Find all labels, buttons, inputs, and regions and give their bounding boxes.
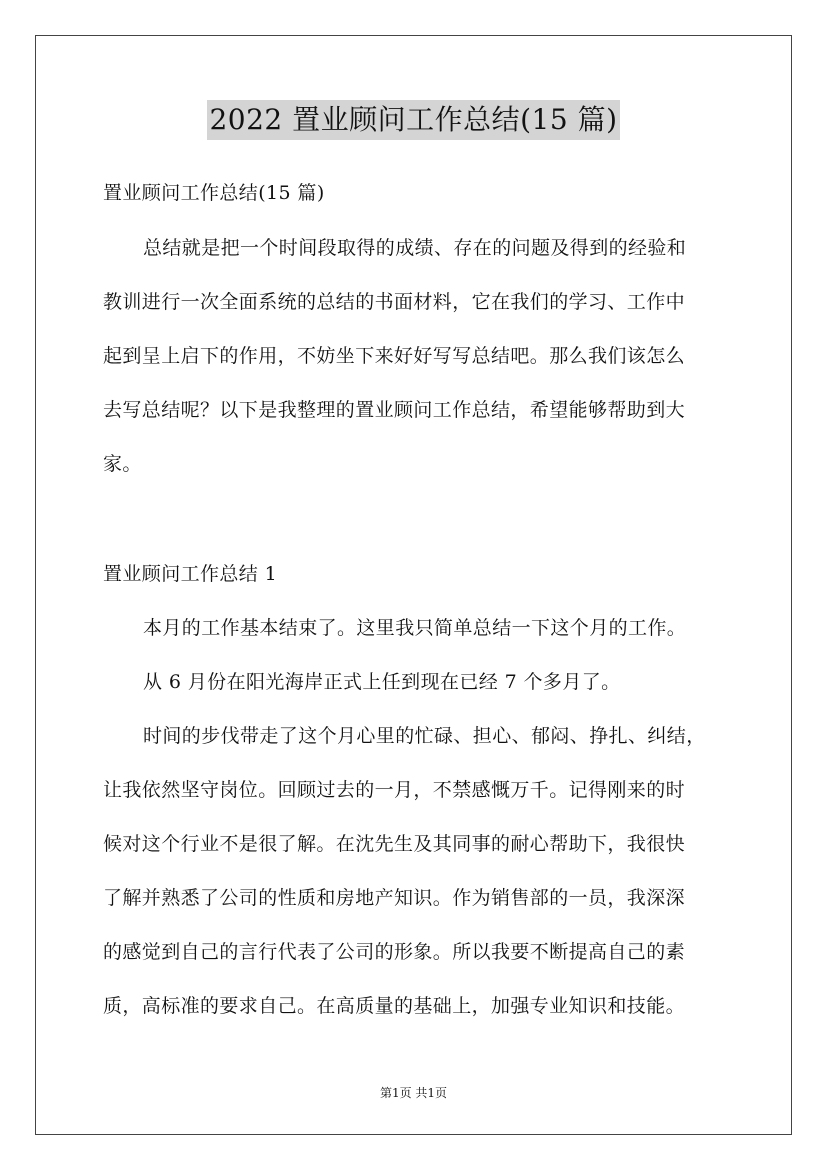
document-title: 2022 置业顾问工作总结(15 篇) xyxy=(207,100,619,140)
intro-line: 起到呈上启下的作用，不妨坐下来好好写写总结吧。那么我们该怎么 xyxy=(103,345,686,367)
document-subtitle: 置业顾问工作总结(15 篇) xyxy=(103,182,325,204)
paragraph-line: 时间的步伐带走了这个月心里的忙碌、担心、郁闷、挣扎、纠结， xyxy=(143,725,706,747)
title-container xyxy=(0,100,827,140)
paragraph-line: 本月的工作基本结束了。这里我只简单总结一下这个月的工作。 xyxy=(143,617,687,639)
paragraph-line: 质，高标准的要求自己。在高质量的基础上，加强专业知识和技能。 xyxy=(103,995,686,1017)
intro-line: 去写总结呢？以下是我整理的置业顾问工作总结，希望能够帮助到大 xyxy=(103,399,686,421)
paragraph-line: 让我依然坚守岗位。回顾过去的一月，不禁感慨万千。记得刚来的时 xyxy=(103,779,686,801)
paragraph-line: 了解并熟悉了公司的性质和房地产知识。作为销售部的一员，我深深 xyxy=(103,887,686,909)
paragraph-line: 的感觉到自己的言行代表了公司的形象。所以我要不断提高自己的素 xyxy=(103,941,686,963)
paragraph-line: 候对这个行业不是很了解。在沈先生及其同事的耐心帮助下，我很快 xyxy=(103,833,686,855)
intro-line: 总结就是把一个时间段取得的成绩、存在的问题及得到的经验和 xyxy=(143,237,687,259)
page-footer: 第1页 共1页 xyxy=(379,1086,448,1100)
intro-line: 家。 xyxy=(103,453,142,475)
intro-line: 教训进行一次全面系统的总结的书面材料，它在我们的学习、工作中 xyxy=(103,291,686,313)
section-heading: 置业顾问工作总结 1 xyxy=(103,563,278,585)
paragraph-line: 从 6 月份在阳光海岸正式上任到现在已经 7 个多月了。 xyxy=(143,671,621,693)
